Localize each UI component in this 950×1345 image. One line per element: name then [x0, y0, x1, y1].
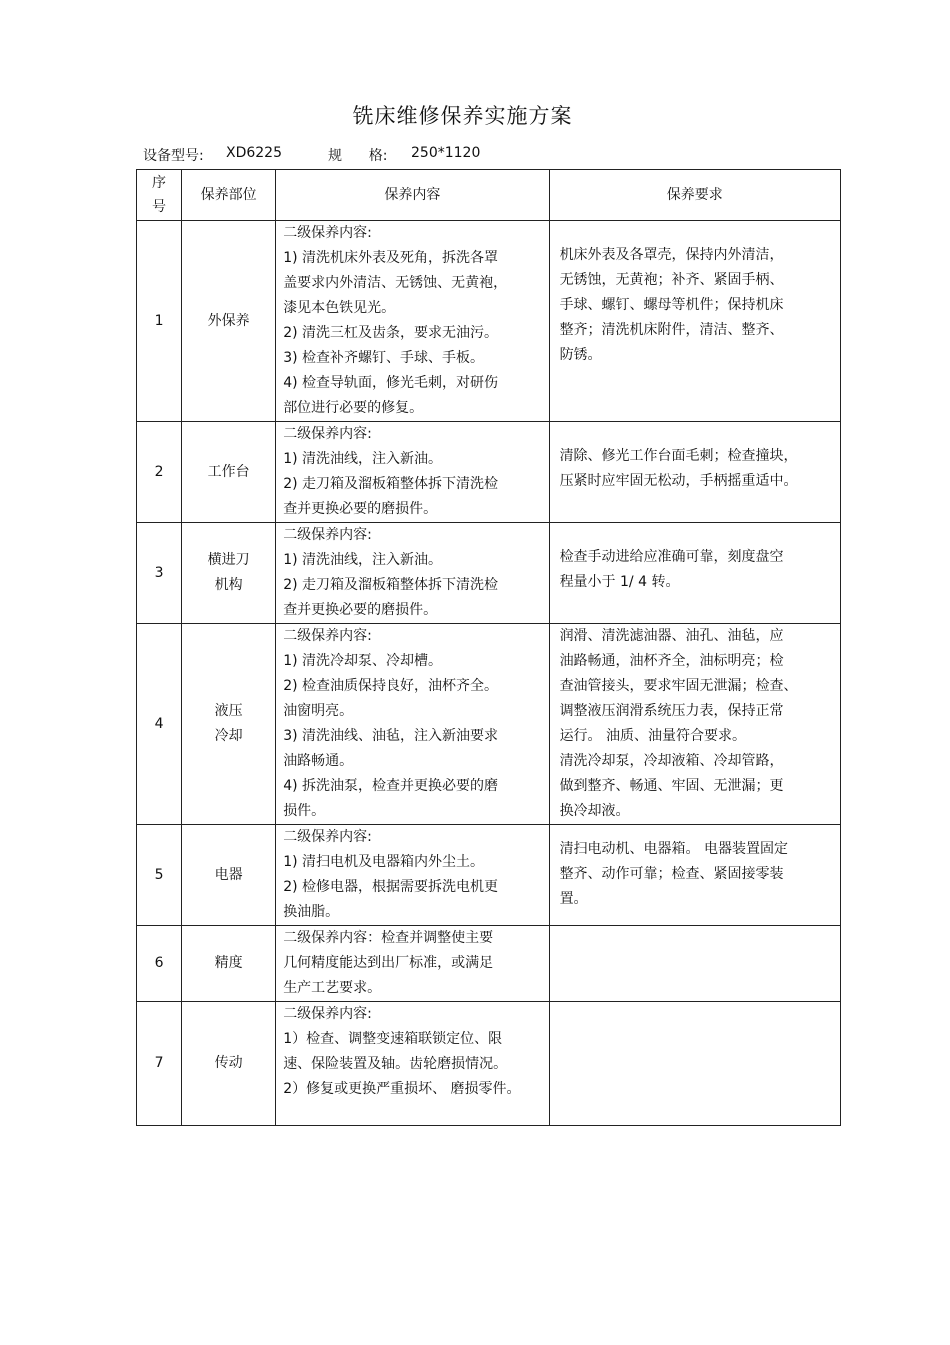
content-line: 油窗明亮。 [283, 703, 354, 719]
content-line: 速、保险装置及轴。齿轮磨损情况。 [283, 1056, 508, 1072]
content-line: 1) 清洗油线，注入新油。 [283, 552, 443, 568]
content-line: 查并更换必要的磨损件。 [283, 501, 438, 517]
row-maintenance-part [182, 523, 276, 624]
row-maintenance-part [182, 221, 276, 422]
row-serial-number: 6 [137, 926, 182, 1002]
table-row [137, 523, 841, 624]
row-maintenance-requirement [549, 926, 840, 1002]
requirement-line: 手球、螺钉、螺母等机件；保持机床 [559, 297, 784, 313]
content-line: 4) 检查导轨面，修光毛刺，对研伤 [283, 375, 499, 391]
row-serial-number: 5 [137, 825, 182, 926]
table-row [137, 624, 841, 825]
requirement-line: 无锈蚀，无黄袍；补齐、紧固手柄、 [559, 272, 784, 288]
equipment-model-label: 设备型号: [143, 148, 204, 164]
content-line: 2）修复或更换严重损坏、 磨损零件。 [283, 1081, 521, 1097]
row-maintenance-part [182, 926, 276, 1002]
content-line: 油路畅通。 [283, 753, 354, 769]
content-line: 损件。 [283, 803, 326, 819]
specification-label: 规 格: [328, 148, 388, 164]
maintenance-table [136, 169, 841, 1126]
table-row [137, 1002, 841, 1126]
row-maintenance-content [276, 523, 549, 624]
header-maintenance-content: 保养内容 [276, 170, 549, 221]
header-serial-number [137, 170, 182, 221]
header-maintenance-requirement: 保养要求 [549, 170, 840, 221]
row-maintenance-content [276, 825, 549, 926]
content-line: 盖要求内外清洁、无锈蚀、无黄袍， [283, 275, 508, 291]
part-line: 精度 [214, 955, 243, 971]
table-header-row [137, 170, 841, 221]
requirement-line: 查油管接头，要求牢固无泄漏；检查、 [559, 678, 798, 694]
requirement-line: 压紧时应牢固无松动，手柄摇重适中。 [559, 473, 798, 489]
row-maintenance-part [182, 825, 276, 926]
part-line: 传动 [214, 1055, 243, 1071]
requirement-line: 清洗冷却泵，冷却液箱、冷却管路， [559, 753, 784, 769]
row-maintenance-requirement [549, 523, 840, 624]
requirement-line: 机床外表及各罩壳，保持内外清洁， [559, 247, 784, 263]
table-row [137, 926, 841, 1002]
requirement-line: 防锈。 [559, 347, 602, 363]
content-line: 2) 检修电器，根据需要拆洗电机更 [283, 879, 499, 895]
content-line: 1) 清洗机床外表及死角，拆洗各罩 [283, 250, 499, 266]
part-line: 电器 [214, 866, 243, 883]
content-line: 3) 检查补齐螺钉、手球、手板。 [283, 350, 485, 366]
content-line: 2) 走刀箱及溜板箱整体拆下清洗检 [283, 577, 499, 593]
content-line: 二级保养内容: [283, 628, 372, 644]
row-maintenance-requirement [549, 825, 840, 926]
row-serial-number: 3 [137, 523, 182, 624]
part-line: 机构 [214, 577, 243, 593]
content-line: 3) 清洗油线、油毡，注入新油要求 [283, 728, 499, 744]
header-serial-number-line: 号 [152, 199, 167, 215]
part-line: 工作台 [207, 463, 250, 480]
row-maintenance-content [276, 624, 549, 825]
row-serial-number: 4 [137, 624, 182, 825]
content-line: 部位进行必要的修复。 [283, 400, 424, 416]
content-line: 漆见本色铁见光。 [283, 300, 396, 316]
equipment-model-value: XD6225 [226, 145, 282, 161]
row-serial-number: 7 [137, 1002, 182, 1126]
content-line: 1) 清洗冷却泵、冷却槽。 [283, 653, 443, 669]
part-line: 液压 [214, 703, 243, 719]
content-line: 2) 走刀箱及溜板箱整体拆下清洗检 [283, 476, 499, 492]
content-line: 二级保养内容: [283, 426, 372, 442]
content-line: 2) 清洗三杠及齿条，要求无油污。 [283, 325, 499, 341]
requirement-line: 做到整齐、畅通、牢固、无泄漏；更 [559, 778, 784, 794]
requirement-line: 润滑、清洗滤油器、油孔、油毡，应 [559, 628, 784, 644]
requirement-line: 置。 [559, 891, 588, 907]
content-line: 二级保养内容: [283, 225, 372, 241]
content-line: 1) 清洗油线，注入新油。 [283, 451, 443, 467]
requirement-line: 换冷却液。 [559, 803, 630, 819]
row-maintenance-requirement [549, 422, 840, 523]
table-row [137, 422, 841, 523]
specification-value: 250*1120 [411, 145, 481, 161]
content-line: 二级保养内容：检查并调整使主要 [283, 930, 494, 946]
content-line: 几何精度能达到出厂标准，或满足 [283, 955, 494, 971]
requirement-line: 油路畅通，油杯齐全，油标明亮；检 [559, 653, 784, 669]
content-line: 4) 拆洗油泵，检查并更换必要的磨 [283, 778, 499, 794]
requirement-line: 程量小于 1/ 4 转。 [559, 574, 680, 590]
content-line: 二级保养内容: [283, 527, 372, 543]
content-line: 二级保养内容: [283, 829, 372, 845]
row-maintenance-content [276, 1002, 549, 1126]
requirement-line: 整齐；清洗机床附件，清洁、整齐、 [559, 322, 784, 338]
requirement-line: 整齐、动作可靠；检查、紧固接零装 [559, 866, 784, 882]
row-maintenance-requirement [549, 221, 840, 422]
header-maintenance-part: 保养部位 [182, 170, 276, 221]
content-line: 2) 检查油质保持良好，油杯齐全。 [283, 678, 499, 694]
table-row [137, 825, 841, 926]
row-maintenance-part [182, 624, 276, 825]
row-maintenance-part [182, 422, 276, 523]
row-serial-number: 2 [137, 422, 182, 523]
requirement-line: 调整液压润滑系统压力表，保持正常 [559, 703, 784, 719]
content-line: 1）检查、调整变速箱联锁定位、限 [283, 1031, 503, 1047]
requirement-line: 清除、修光工作台面毛刺；检查撞块， [559, 448, 798, 464]
row-maintenance-requirement [549, 1002, 840, 1126]
part-line: 冷却 [214, 728, 243, 744]
row-serial-number: 1 [137, 221, 182, 422]
table-row [137, 221, 841, 422]
row-maintenance-content [276, 422, 549, 523]
requirement-line: 检查手动进给应准确可靠，刻度盘空 [559, 549, 784, 565]
content-line: 二级保养内容: [283, 1006, 372, 1022]
document-title: 铣床维修保养实施方案 [352, 104, 573, 128]
row-maintenance-requirement [549, 624, 840, 825]
content-line: 生产工艺要求。 [283, 980, 382, 996]
row-maintenance-content [276, 221, 549, 422]
part-line: 横进刀 [207, 552, 250, 568]
row-maintenance-content [276, 926, 549, 1002]
content-line: 1) 清扫电机及电器箱内外尘土。 [283, 854, 485, 870]
content-line: 换油脂。 [283, 904, 340, 920]
header-serial-number-line: 序 [152, 175, 167, 191]
content-line: 查并更换必要的磨损件。 [283, 602, 438, 618]
row-maintenance-part [182, 1002, 276, 1126]
part-line: 外保养 [207, 312, 250, 329]
requirement-line: 运行。 油质、油量符合要求。 [559, 728, 747, 744]
requirement-line: 清扫电动机、电器箱。 电器装置固定 [559, 841, 789, 857]
